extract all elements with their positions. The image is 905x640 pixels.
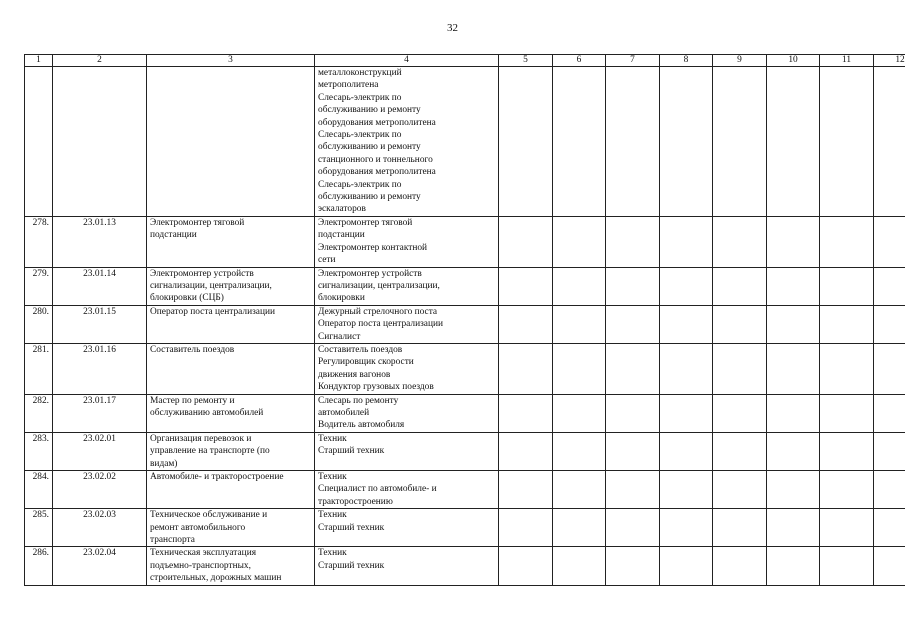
empty-cell-col-11 (820, 509, 874, 547)
row-number-cell: 286. (25, 547, 53, 585)
empty-cell-col-6 (553, 343, 606, 394)
empty-cell-col-7 (606, 67, 660, 217)
related-profession-line: автомобилей (318, 407, 370, 418)
profession-name-line: Техническая эксплуатация (150, 548, 257, 559)
related-profession-line: станционного и тоннельного (318, 154, 433, 165)
professions-table (24, 54, 905, 586)
row-number-cell: 282. (25, 394, 53, 432)
empty-cell-col-9 (713, 67, 767, 217)
empty-cell-col-5 (499, 432, 553, 470)
related-professions-cell (315, 67, 499, 217)
empty-cell-col-9 (713, 216, 767, 267)
related-profession-line: Специалист по автомобиле- и (318, 484, 437, 495)
profession-code-cell: 23.01.13 (53, 216, 147, 267)
profession-code-cell: 23.01.15 (53, 305, 147, 343)
profession-name-line: транспорта (150, 535, 195, 546)
profession-code-cell: 23.02.04 (53, 547, 147, 585)
table-row (25, 509, 905, 547)
related-profession-line: Слесарь по ремонту (318, 395, 399, 406)
row-number-cell: 285. (25, 509, 53, 547)
empty-cell-col-7 (606, 305, 660, 343)
profession-name-line: Оператор поста централизации (150, 306, 276, 317)
related-profession-line: Старший техник (318, 522, 385, 533)
empty-cell-col-9 (713, 509, 767, 547)
row-number-cell: 281. (25, 343, 53, 394)
related-profession-line: Слесарь-электрик по (318, 130, 402, 141)
table-row (25, 394, 905, 432)
column-header: 11 (820, 55, 874, 67)
related-professions-cell (315, 509, 499, 547)
column-header: 12 (874, 55, 905, 67)
empty-cell-col-7 (606, 394, 660, 432)
profession-name-cell (147, 216, 315, 267)
profession-name-cell (147, 305, 315, 343)
profession-code-cell: 23.02.02 (53, 471, 147, 509)
related-profession-line: Техник (318, 548, 347, 559)
empty-cell-col-10 (767, 432, 820, 470)
table-row (25, 267, 905, 305)
empty-cell-col-8 (660, 67, 713, 217)
row-number-cell: 278. (25, 216, 53, 267)
row-number-cell: 283. (25, 432, 53, 470)
column-header: 1 (25, 55, 53, 67)
related-profession-line: Электромонтер устройств (318, 268, 422, 279)
empty-cell-col-6 (553, 305, 606, 343)
related-profession-line: Техник (318, 433, 347, 444)
empty-cell-col-10 (767, 343, 820, 394)
empty-cell-col-5 (499, 394, 553, 432)
column-header: 8 (660, 55, 713, 67)
empty-cell-col-7 (606, 509, 660, 547)
empty-cell-col-7 (606, 216, 660, 267)
profession-name-line: Мастер по ремонту и (150, 395, 235, 406)
related-profession-line: обслуживанию и ремонту (318, 142, 421, 153)
profession-name-line: Электромонтер тяговой (150, 217, 245, 228)
empty-cell-col-10 (767, 471, 820, 509)
empty-cell-col-12 (874, 394, 905, 432)
related-profession-line: Сигналист (318, 331, 361, 342)
empty-cell-col-8 (660, 305, 713, 343)
empty-cell-col-6 (553, 509, 606, 547)
empty-cell-col-10 (767, 509, 820, 547)
empty-cell-col-11 (820, 216, 874, 267)
profession-name-cell (147, 394, 315, 432)
empty-cell-col-11 (820, 343, 874, 394)
related-profession-line: движения вагонов (318, 369, 391, 380)
table-row (25, 216, 905, 267)
empty-cell-col-8 (660, 509, 713, 547)
empty-cell-col-12 (874, 67, 905, 217)
empty-cell-col-9 (713, 305, 767, 343)
related-profession-line: Электромонтер тяговой (318, 217, 413, 228)
table-row (25, 471, 905, 509)
empty-cell-col-7 (606, 343, 660, 394)
profession-code-cell: 23.01.16 (53, 343, 147, 394)
empty-cell-col-6 (553, 67, 606, 217)
table-row (25, 432, 905, 470)
related-profession-line: оборудования метрополитена (318, 117, 436, 128)
empty-cell-col-11 (820, 67, 874, 217)
empty-cell-col-12 (874, 547, 905, 585)
empty-cell-col-7 (606, 267, 660, 305)
related-profession-line: Техник (318, 472, 347, 482)
profession-name-line: Составитель поездов (150, 344, 235, 355)
profession-code-cell: 23.01.14 (53, 267, 147, 305)
profession-name-line: подстанции (150, 230, 197, 241)
related-profession-line: обслуживанию и ремонту (318, 192, 421, 203)
related-professions-cell (315, 471, 499, 509)
empty-cell-col-6 (553, 394, 606, 432)
related-profession-line: эскалаторов (318, 204, 366, 215)
column-header: 4 (315, 55, 499, 67)
empty-cell-col-12 (874, 267, 905, 305)
empty-cell-col-5 (499, 305, 553, 343)
empty-cell-col-11 (820, 432, 874, 470)
empty-cell-col-12 (874, 305, 905, 343)
related-profession-line: тракторостроению (318, 496, 393, 507)
empty-cell-col-11 (820, 394, 874, 432)
empty-cell-col-9 (713, 432, 767, 470)
empty-cell-col-8 (660, 216, 713, 267)
empty-cell-col-7 (606, 432, 660, 470)
related-profession-line: сети (318, 255, 336, 266)
profession-name-line: Автомобиле- и тракторостроение (150, 472, 284, 482)
related-profession-line: Регулировщик скорости (318, 357, 414, 368)
related-profession-line: Слесарь-электрик по (318, 92, 402, 103)
empty-cell-col-5 (499, 67, 553, 217)
related-profession-line: Техник (318, 510, 347, 521)
related-profession-line: оборудования метрополитена (318, 167, 436, 178)
empty-cell-col-7 (606, 547, 660, 585)
column-header: 6 (553, 55, 606, 67)
empty-cell-col-9 (713, 343, 767, 394)
table-row (25, 547, 905, 585)
profession-name-line: обслуживанию автомобилей (150, 407, 264, 418)
empty-cell-col-7 (606, 471, 660, 509)
related-profession-line: обслуживанию и ремонту (318, 105, 421, 116)
profession-name-cell (147, 67, 315, 217)
profession-name-line: подъемно-транспортных, (150, 560, 251, 571)
related-profession-line: Старший техник (318, 446, 385, 457)
empty-cell-col-5 (499, 509, 553, 547)
profession-name-line: Электромонтер устройств (150, 268, 254, 279)
profession-name-cell (147, 471, 315, 509)
column-header: 5 (499, 55, 553, 67)
related-professions-cell (315, 305, 499, 343)
profession-code-cell (53, 67, 147, 217)
empty-cell-col-10 (767, 267, 820, 305)
empty-cell-col-9 (713, 267, 767, 305)
profession-code-cell: 23.02.03 (53, 509, 147, 547)
related-professions-cell (315, 432, 499, 470)
profession-name-cell (147, 509, 315, 547)
profession-name-cell (147, 267, 315, 305)
profession-name-line: строительных, дорожных машин (150, 573, 282, 584)
empty-cell-col-8 (660, 471, 713, 509)
empty-cell-col-5 (499, 547, 553, 585)
profession-name-line: управление на транспорте (по (150, 446, 270, 457)
empty-cell-col-8 (660, 547, 713, 585)
empty-cell-col-5 (499, 267, 553, 305)
empty-cell-col-11 (820, 471, 874, 509)
related-professions-cell (315, 267, 499, 305)
column-header: 2 (53, 55, 147, 67)
related-profession-line: блокировки (318, 293, 365, 304)
empty-cell-col-12 (874, 471, 905, 509)
table-row (25, 305, 905, 343)
related-profession-line: Составитель поездов (318, 344, 403, 355)
related-profession-line: Слесарь-электрик по (318, 179, 402, 190)
empty-cell-col-6 (553, 471, 606, 509)
column-header: 7 (606, 55, 660, 67)
related-profession-line: Старший техник (318, 560, 385, 571)
related-profession-line: Дежурный стрелочного поста (318, 306, 438, 317)
empty-cell-col-10 (767, 216, 820, 267)
empty-cell-col-10 (767, 67, 820, 217)
empty-cell-col-5 (499, 216, 553, 267)
empty-cell-col-6 (553, 267, 606, 305)
page-number: 32 (447, 22, 458, 34)
related-profession-line: металлоконструкций (318, 68, 402, 78)
related-professions-cell (315, 343, 499, 394)
empty-cell-col-12 (874, 343, 905, 394)
empty-cell-col-8 (660, 343, 713, 394)
column-header: 9 (713, 55, 767, 67)
row-number-cell: 280. (25, 305, 53, 343)
empty-cell-col-9 (713, 547, 767, 585)
header-row (25, 55, 905, 67)
profession-name-line: Техническое обслуживание и (150, 510, 268, 521)
empty-cell-col-8 (660, 267, 713, 305)
row-number-cell: 284. (25, 471, 53, 509)
empty-cell-col-10 (767, 394, 820, 432)
related-profession-line: подстанции (318, 230, 365, 241)
empty-cell-col-8 (660, 432, 713, 470)
empty-cell-col-12 (874, 509, 905, 547)
profession-name-line: Организация перевозок и (150, 433, 252, 444)
profession-code-cell: 23.02.01 (53, 432, 147, 470)
profession-name-line: ремонт автомобильного (150, 522, 246, 533)
empty-cell-col-10 (767, 305, 820, 343)
related-professions-cell (315, 394, 499, 432)
empty-cell-col-11 (820, 267, 874, 305)
empty-cell-col-11 (820, 305, 874, 343)
empty-cell-col-12 (874, 432, 905, 470)
empty-cell-col-5 (499, 471, 553, 509)
profession-name-line: сигнализации, централизации, (150, 280, 272, 291)
row-number-cell: 279. (25, 267, 53, 305)
related-profession-line: метрополитена (318, 80, 379, 91)
empty-cell-col-6 (553, 216, 606, 267)
profession-name-cell (147, 432, 315, 470)
row-number-cell (25, 67, 53, 217)
empty-cell-col-6 (553, 547, 606, 585)
empty-cell-col-10 (767, 547, 820, 585)
related-profession-line: Водитель автомобиля (318, 420, 405, 431)
related-profession-line: Кондуктор грузовых поездов (318, 382, 434, 393)
table-row (25, 343, 905, 394)
column-header: 3 (147, 55, 315, 67)
profession-name-cell (147, 547, 315, 585)
empty-cell-col-9 (713, 471, 767, 509)
empty-cell-col-5 (499, 343, 553, 394)
profession-name-cell (147, 343, 315, 394)
profession-name-line: видам) (150, 458, 178, 469)
profession-code-cell: 23.01.17 (53, 394, 147, 432)
profession-name-line: блокировки (СЦБ) (150, 293, 224, 304)
table-row (25, 67, 905, 217)
related-profession-line: Оператор поста централизации (318, 319, 444, 330)
related-professions-cell (315, 216, 499, 267)
empty-cell-col-11 (820, 547, 874, 585)
empty-cell-col-12 (874, 216, 905, 267)
empty-cell-col-8 (660, 394, 713, 432)
table-body (25, 67, 905, 586)
related-profession-line: сигнализации, централизации, (318, 280, 440, 291)
related-professions-cell (315, 547, 499, 585)
related-profession-line: Электромонтер контактной (318, 242, 428, 253)
empty-cell-col-6 (553, 432, 606, 470)
column-header: 10 (767, 55, 820, 67)
empty-cell-col-9 (713, 394, 767, 432)
